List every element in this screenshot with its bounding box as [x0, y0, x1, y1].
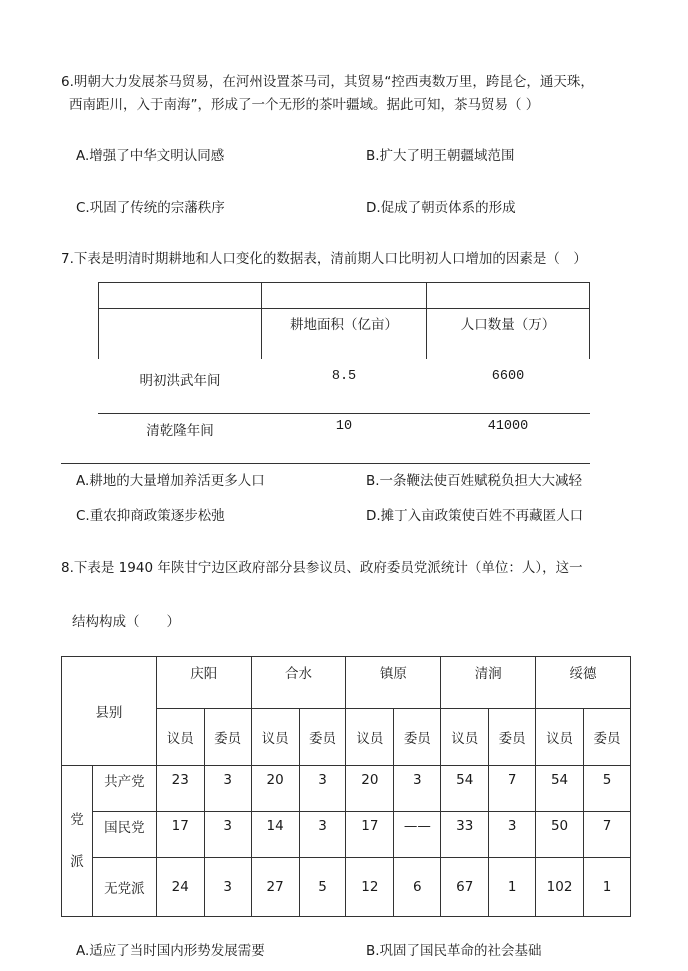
q7-table-top-border — [98, 282, 590, 283]
q7-option-b: B.一条鞭法使百姓赋税负担大大减轻 — [366, 473, 583, 489]
q8-subheader-councillor: 议员 — [251, 709, 299, 766]
q8-cell: 5 — [584, 766, 631, 812]
q8-cell: 24 — [156, 858, 204, 917]
q8-cell: 1 — [584, 858, 631, 917]
q8-cell: 67 — [441, 858, 489, 917]
q8-party-label-char1: 党 — [70, 812, 84, 828]
q8-county-qingjian: 清涧 — [441, 657, 536, 709]
q8-option-a: A.适应了当时国内形势发展需要 — [76, 943, 265, 959]
q7-header-population: 人口数量（万） — [460, 317, 556, 333]
q8-subheader-councillor: 议员 — [441, 709, 489, 766]
q8-row-nonparty-label: 无党派 — [92, 858, 156, 917]
q7-row2-period: 清乾隆年间 — [146, 423, 214, 439]
q8-option-b: B.巩固了国民革命的社会基础 — [366, 943, 542, 959]
q8-cell: 3 — [299, 766, 346, 812]
q8-cell: 3 — [204, 812, 251, 858]
q7-stem: 7.下表是明清时期耕地和人口变化的数据表，清前期人口比明初人口增加的因素是（ ） — [61, 251, 587, 267]
q7-header-land: 耕地面积（亿亩） — [290, 317, 398, 333]
q8-county-qingyang: 庆阳 — [156, 657, 251, 709]
q8-cell: 27 — [251, 858, 299, 917]
q8-table — [61, 656, 631, 917]
q8-cell: 33 — [441, 812, 489, 858]
q8-cell: 12 — [346, 858, 394, 917]
q8-cell: 54 — [536, 766, 584, 812]
q8-county-header: 县别 — [62, 657, 157, 766]
q6-stem-line1: 6.明朝大力发展茶马贸易，在河州设置茶马司，其贸易“控西夷数万里，跨昆仑，通天珠， — [61, 74, 594, 90]
q7-row1-population: 6600 — [491, 369, 525, 384]
q8-cell: 3 — [394, 766, 441, 812]
q7-table-header-border — [98, 308, 590, 309]
q8-cell: 6 — [394, 858, 441, 917]
q7-table-row-border — [98, 413, 590, 414]
q8-cell: 3 — [299, 812, 346, 858]
q7-table-vline — [589, 282, 590, 359]
q8-subheader-councillor: 议员 — [346, 709, 394, 766]
q6-option-b: B.扩大了明王朝疆域范围 — [366, 148, 515, 164]
q7-option-c: C.重农抑商政策逐步松弛 — [76, 508, 225, 524]
q8-cell: 54 — [441, 766, 489, 812]
q8-stem-line1: 8.下表是 1940 年陕甘宁边区政府部分县参议员、政府委员党派统计（单位：人），这一 — [61, 560, 583, 576]
q8-party-label-char2: 派 — [70, 854, 84, 870]
q8-subheader-member: 委员 — [394, 709, 441, 766]
q8-cell: 7 — [489, 766, 536, 812]
q8-stem-line2: 结构构成（ ） — [72, 614, 180, 630]
q8-subheader-member: 委员 — [299, 709, 346, 766]
q8-county-suide: 绥德 — [536, 657, 631, 709]
q7-option-d: D.摊丁入亩政策使百姓不再藏匿人口 — [366, 508, 584, 524]
q6-option-d: D.促成了朝贡体系的形成 — [366, 200, 516, 216]
q8-subheader-councillor: 议员 — [536, 709, 584, 766]
q6-stem-line2: 西南距川，入于南海”，形成了一个无形的茶叶疆域。据此可知，茶马贸易（ ） — [69, 97, 540, 113]
q7-row2-land: 10 — [335, 419, 353, 434]
q8-county-zhenyuan: 镇原 — [346, 657, 441, 709]
q8-cell: 17 — [346, 812, 394, 858]
q8-subheader-councillor: 议员 — [156, 709, 204, 766]
q8-subheader-member: 委员 — [584, 709, 631, 766]
q8-party-label — [62, 766, 93, 917]
q7-table-vline — [98, 282, 99, 359]
q7-row1-land: 8.5 — [331, 369, 357, 384]
q8-cell: 20 — [346, 766, 394, 812]
q8-row-kmt-label: 国民党 — [92, 812, 156, 858]
q6-option-c: C.巩固了传统的宗藩秩序 — [76, 200, 225, 216]
q8-cell: 7 — [584, 812, 631, 858]
q8-cell: 3 — [489, 812, 536, 858]
q7-option-a: A.耕地的大量增加养活更多人口 — [76, 473, 265, 489]
q8-cell: 3 — [204, 858, 251, 917]
q8-cell: 3 — [204, 766, 251, 812]
q8-cell: 23 — [156, 766, 204, 812]
q7-row1-period: 明初洪武年间 — [139, 373, 221, 389]
q6-option-a: A.增强了中华文明认同感 — [76, 148, 225, 164]
q8-cell: 1 — [489, 858, 536, 917]
q8-cell: 14 — [251, 812, 299, 858]
q8-cell: 5 — [299, 858, 346, 917]
q7-row2-population: 41000 — [487, 419, 529, 434]
q8-cell: 17 — [156, 812, 204, 858]
q8-subheader-member: 委员 — [204, 709, 251, 766]
q8-cell: 20 — [251, 766, 299, 812]
q8-cell: 50 — [536, 812, 584, 858]
q7-table-bottom-border — [61, 463, 590, 464]
q8-cell: —— — [394, 812, 441, 858]
q8-county-heshui: 合水 — [251, 657, 346, 709]
q8-row-ccp-label: 共产党 — [92, 766, 156, 812]
q8-cell: 102 — [536, 858, 584, 917]
q8-subheader-member: 委员 — [489, 709, 536, 766]
